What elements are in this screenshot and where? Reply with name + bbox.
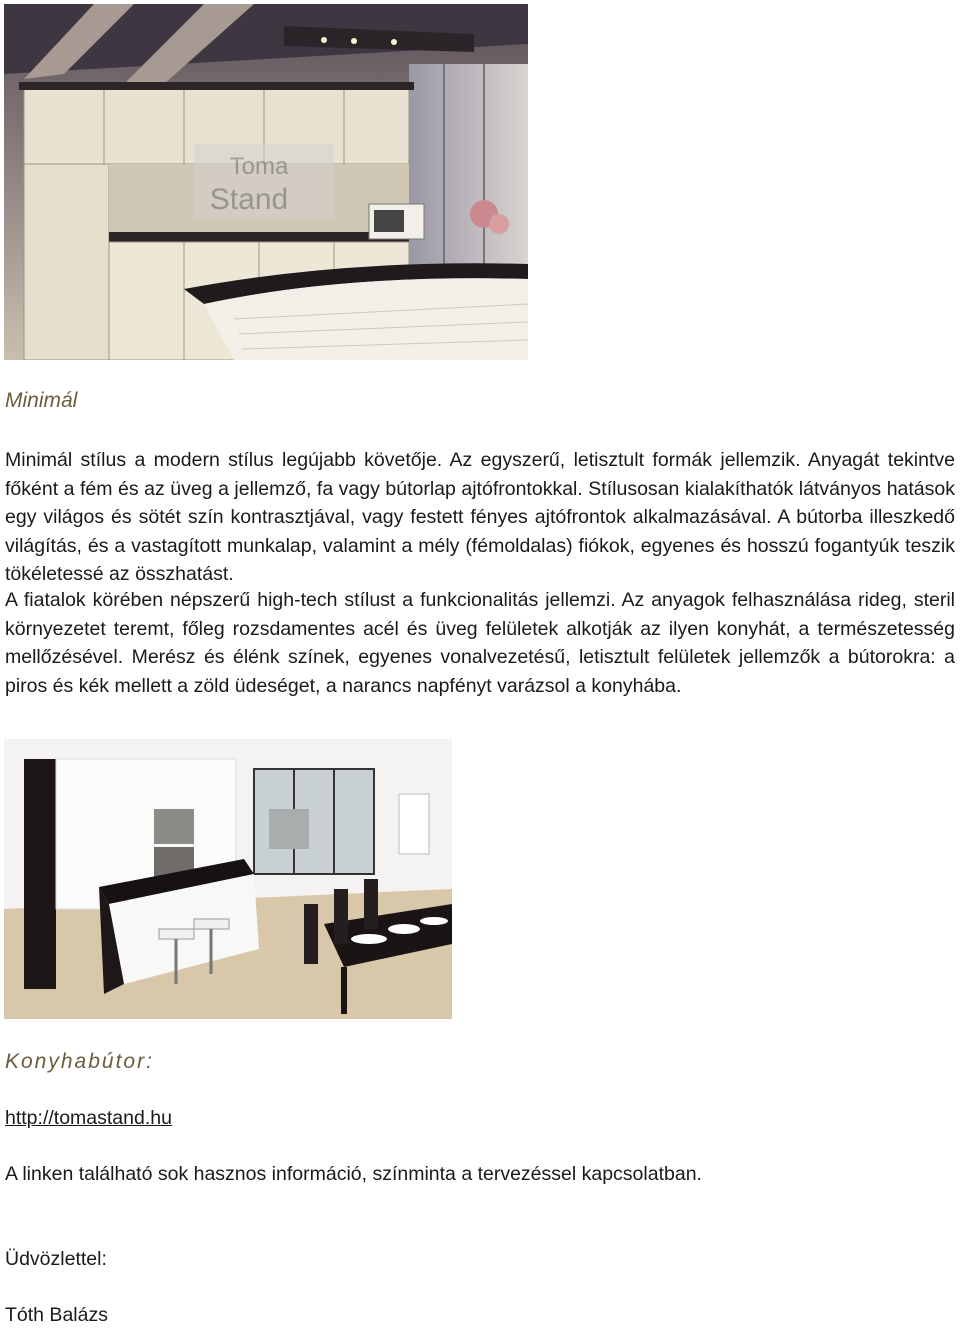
paragraph-high-tech-style: A fiatalok körében népszerű high-tech stílust a funkcionalitás jellemzi. Az anyagok felhasználása rideg, steril környezetet teremt, főleg rozsdamentes acél és üveg felületek alkotják az ilyen konyhát, a természetesség mellőzésével. Merész és élénk színek, egyenes vonalvezetésű, letisztult felületek jellemzők a bútorokra: a piros és kék mellett a zöld üdeséget, a narancs napfényt varázsol a konyhába. [5,589,955,697]
tomastand-link[interactable]: http://tomastand.hu [5,1107,172,1129]
section-heading-minimal: Minimál [5,389,78,412]
kitchen-photo-high-tech [4,739,452,1019]
kitchen-photo-minimal [4,4,528,360]
signature-name: Tóth Balázs [5,1304,108,1326]
watermark-logo: Toma [229,153,289,180]
paragraph-minimal-style: Minimál stílus a modern stílus legújabb követője. Az egyszerű, letisztult formák jellemzik. Anyagát tekintve főként a fém és az üveg a jellemző, fa vagy bútorlap ajtófrontokkal. Stílusosan kialakíthatók látványos hatások egy világos és sötét szín kontrasztjával, vagy festett fényes ajtófrontok alkalmazásával. A bútorba illeszkedő világítás, és a vastagított munkalap, valamint a mély (fémoldalas) fiókok, egyenes és hosszú fogantyúk teszik tökéletessé az összhatást. [5,449,955,585]
link-info-text: A linken található sok hasznos információ, színminta a tervezéssel kapcsolatban. [5,1163,702,1185]
watermark-logo: Stand [209,183,289,216]
greeting-text: Üdvözlettel: [5,1248,107,1270]
section-heading-kitchen-furniture: Konyhabútor: [5,1050,154,1073]
